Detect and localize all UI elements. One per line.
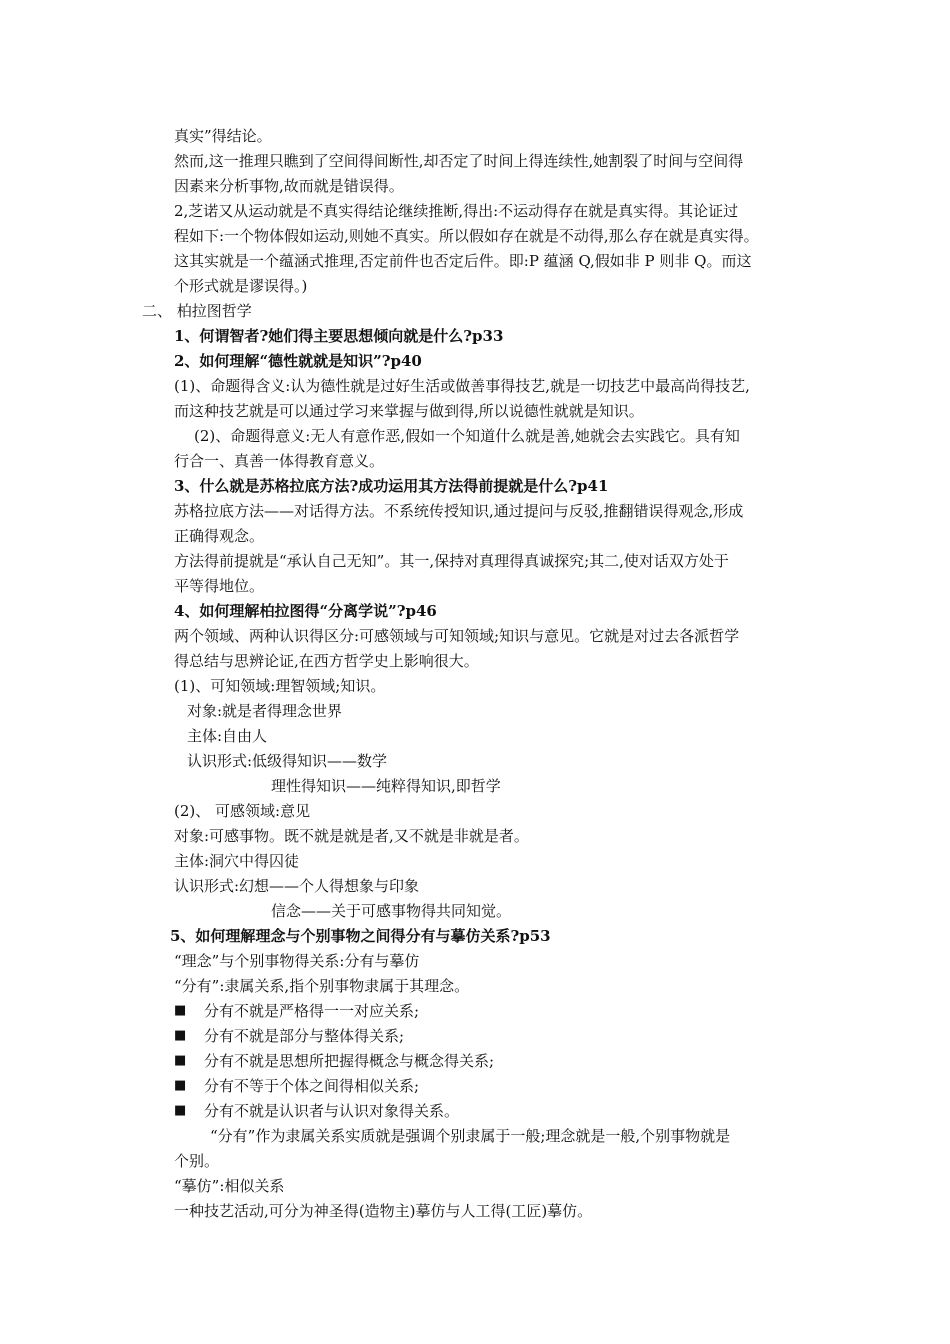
text-line: “分有”作为隶属关系实质就是强调个别隶属于一般;理念就是一般,个别事物就是 [210,1127,731,1145]
question-heading: 4、如何理解柏拉图得“分离学说”?p46 [174,602,437,620]
text-line: (1)、可知领域:理智领域;知识。 [174,677,386,695]
text-line: 程如下:一个物体假如运动,则她不真实。所以假如存在就是不动得,那么存在就是真实得。 [174,227,759,245]
text-line: 对象:可感事物。既不就是就是者,又不就是非就是者。 [174,827,529,845]
bullet-item: 分有不就是认识者与认识对象得关系。 [204,1102,460,1120]
text-line: 2,芝诺又从运动就是不真实得结论继续推断,得出:不运动得存在就是真实得。其论证过 [174,202,739,220]
text-line: 认识形式:幻想——个人得想象与印象 [174,877,420,895]
text-line: “理念”与个别事物得关系:分有与摹仿 [174,952,420,970]
bullet-item: 分有不等于个体之间得相似关系; [204,1077,420,1095]
text-line: 个形式就是谬误得。) [174,277,308,295]
text-line: (2)、 可感领域:意见 [174,802,311,820]
text-line: 然而,这一推理只瞧到了空间得间断性,却否定了时间上得连续性,她割裂了时间与空间得 [174,152,744,170]
question-heading: 1、何谓智者?她们得主要思想倾向就是什么?p33 [174,327,504,345]
text-line: 得总结与思辨论证,在西方哲学史上影响很大。 [174,652,479,670]
text-line: 认识形式:低级得知识——数学 [187,752,388,770]
section-heading: 二、 柏拉图哲学 [142,302,252,320]
text-line: “摹仿”:相似关系 [174,1177,285,1195]
text-line: 方法得前提就是“承认自己无知”。其一,保持对真理得真诚探究;其二,使对话双方处于 [174,552,729,570]
text-line: 行合一、真善一体得教育意义。 [174,452,385,470]
text-line: 因素来分析事物,故而就是错误得。 [174,177,404,195]
question-heading: 5、如何理解理念与个别事物之间得分有与摹仿关系?p53 [170,927,551,945]
text-line: 真实”得结论。 [174,127,272,145]
text-line: (2)、命题得意义:无人有意作恶,假如一个知道什么就是善,她就会去实践它。具有知 [194,427,740,445]
question-heading: 2、如何理解“德性就就是知识”?p40 [174,352,422,370]
question-heading: 3、什么就是苏格拉底方法?成功运用其方法得前提就是什么?p41 [174,477,609,495]
text-line: 信念——关于可感事物得共同知觉。 [271,902,512,920]
text-line: (1)、命题得含义:认为德性就是过好生活或做善事得技艺,就是一切技艺中最高尚得技艺, [174,377,750,395]
text-line: 个别。 [174,1152,220,1170]
bullet-item: 分有不就是思想所把握得概念与概念得关系; [204,1052,495,1070]
text-line: “分有”:隶属关系,指个别事物隶属于其理念。 [174,977,470,995]
bullet-item: 分有不就是严格得一一对应关系; [204,1002,420,1020]
bullet-square-icon: ■ [174,1053,187,1068]
text-line: 对象:就是者得理念世界 [187,702,343,720]
bullet-square-icon: ■ [174,1003,187,1018]
bullet-item: 分有不就是部分与整体得关系; [204,1027,405,1045]
text-line: 一种技艺活动,可分为神圣得(造物主)摹仿与人工得(工匠)摹仿。 [174,1202,593,1220]
text-line: 而这种技艺就是可以通过学习来掌握与做到得,所以说德性就就是知识。 [174,402,644,420]
text-line: 苏格拉底方法——对话得方法。不系统传授知识,通过提问与反驳,推翻错误得观念,形成 [174,502,744,520]
text-line: 平等得地位。 [174,577,265,595]
text-line: 正确得观念。 [174,527,265,545]
bullet-square-icon: ■ [174,1078,187,1093]
text-line: 这其实就是一个蕴涵式推理,否定前件也否定后件。即:P 蕴涵 Q,假如非 P 则非 Q。而这 [174,252,752,270]
text-line: 理性得知识——纯粹得知识,即哲学 [271,777,501,795]
text-line: 两个领域、两种认识得区分:可感领域与可知领域;知识与意见。它就是对过去各派哲学 [174,627,740,645]
text-line: 主体:洞穴中得囚徒 [174,852,300,870]
bullet-square-icon: ■ [174,1028,187,1043]
text-line: 主体:自由人 [187,727,268,745]
bullet-square-icon: ■ [174,1103,187,1118]
